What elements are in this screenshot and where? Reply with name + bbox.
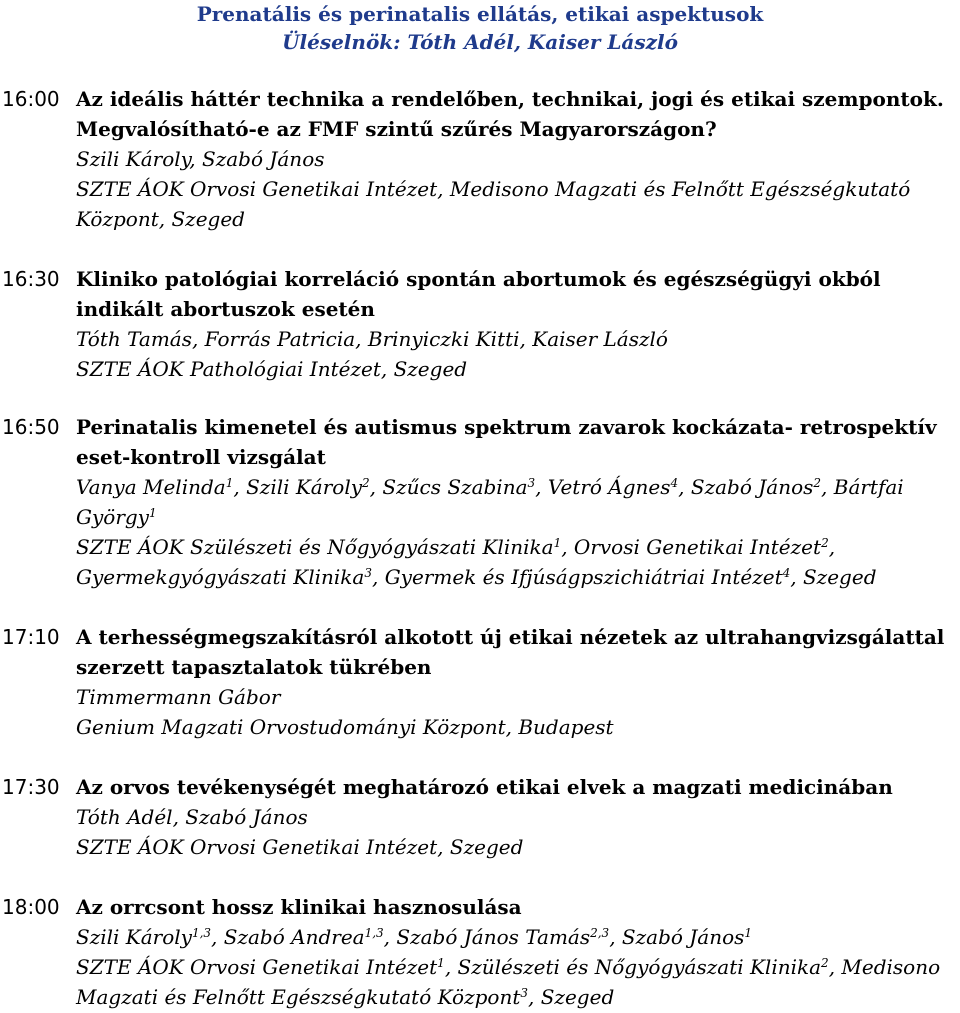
affiliation-name: , Medisono Magzati és Felnőtt Egészségkutató Központ — [76, 955, 941, 1009]
author-affiliation-index: 2 — [813, 476, 822, 490]
affiliation-name: SZTE ÁOK Orvosi Genetikai Intézet — [76, 955, 438, 979]
item-title: Az orvos tevékenységét meghatározó etikai elvek a magzati medicinában — [76, 775, 893, 799]
author-name: , Vetró Ágnes — [535, 475, 671, 499]
affiliation-index: 3 — [520, 986, 529, 1000]
program-header — [0, 0, 960, 56]
item-title: Perinatalis kimenetel és autismus spektrum zavarok kockázata- retrospektív eset-kontroll vizsgálat — [76, 415, 937, 469]
item-title: Az ideális háttér technika a rendelőben, technikai, jogi és etikai szempontok. Megvalósítható-e az FMF szintű szűrés Magyarországon? — [76, 87, 944, 141]
item-authors: Tóth Adél, Szabó János — [76, 805, 308, 829]
item-content — [76, 772, 958, 862]
item-content — [76, 892, 958, 1012]
item-authors: Timmermann Gábor — [76, 685, 281, 709]
item-content — [76, 412, 958, 592]
item-authors: Tóth Tamás, Forrás Patricia, Brinyiczki Kitti, Kaiser László — [76, 327, 668, 351]
author-name: , Szabó János — [609, 925, 745, 949]
affiliation-name: SZTE ÁOK Szülészeti és Nőgyógyászati Klinika — [76, 535, 554, 559]
item-time: 16:00 — [2, 87, 60, 111]
author-name: , Szűcs Szabina — [369, 475, 528, 499]
author-affiliation-index: 1,3 — [191, 926, 212, 940]
item-time: 16:30 — [2, 267, 60, 291]
author-name: , Szili Károly — [233, 475, 363, 499]
author-affiliation-index: 1 — [225, 476, 234, 490]
affiliation-name: , Orvosi Genetikai Intézet — [561, 535, 822, 559]
item-time: 16:50 — [2, 415, 60, 439]
affiliation-name: , Szülészeti és Nőgyógyászati Klinika — [444, 955, 822, 979]
author-affiliation-index: 3 — [527, 476, 536, 490]
item-title: A terhességmegszakításról alkotott új etikai nézetek az ultrahangvizsgálattal szerzett tapasztalatok tükrében — [76, 625, 945, 679]
item-title: Kliniko patológiai korreláció spontán abortumok és egészségügyi okból indikált abortuszok esetén — [76, 267, 881, 321]
item-content — [76, 84, 958, 234]
item-time: 17:30 — [2, 775, 60, 799]
author-affiliation-index: 2 — [362, 476, 370, 490]
item-authors — [76, 922, 958, 952]
section-title: Prenatális és perinatalis ellátás, etikai aspektusok — [196, 2, 764, 26]
author-affiliation-index: 1,3 — [364, 926, 384, 940]
affiliation-name: , Gyermek és Ifjúságpszichiátriai Intézet — [371, 565, 783, 589]
session-chairs: Üléselnök: Tóth Adél, Kaiser László — [282, 30, 678, 54]
author-name: , Bártfai György — [76, 475, 904, 529]
item-affiliation — [76, 532, 958, 592]
item-affiliation: SZTE ÁOK Orvosi Genetikai Intézet, Szeged — [76, 835, 524, 859]
item-time: 17:10 — [2, 625, 60, 649]
item-affiliation — [76, 952, 958, 1012]
author-name: , Szabó Andrea — [211, 925, 365, 949]
author-affiliation-index: 2,3 — [590, 926, 610, 940]
affiliation-city: , Szeged — [528, 985, 615, 1009]
affiliation-name: , Gyermekgyógyászati Klinika — [76, 535, 836, 589]
affiliation-city: , Szeged — [790, 565, 877, 589]
item-authors: Szili Károly, Szabó János — [76, 147, 325, 171]
author-affiliation-index: 4 — [670, 476, 679, 490]
affiliation-index: 2 — [821, 956, 829, 970]
affiliation-index: 1 — [437, 956, 445, 970]
affiliation-index: 1 — [553, 536, 562, 550]
author-name: Vanya Melinda — [76, 475, 226, 499]
author-name: , Szabó János — [678, 475, 814, 499]
affiliation-index: 2 — [821, 536, 829, 550]
affiliation-index: 3 — [364, 566, 372, 580]
item-content — [76, 264, 958, 384]
item-affiliation: Genium Magzati Orvostudományi Központ, Budapest — [76, 715, 614, 739]
author-name: Szili Károly — [76, 925, 192, 949]
affiliation-index: 4 — [782, 566, 791, 580]
item-affiliation: SZTE ÁOK Orvosi Genetikai Intézet, Medisono Magzati és Felnőtt Egészségkutató Központ, Szeged — [76, 177, 911, 231]
item-time: 18:00 — [2, 895, 60, 919]
author-affiliation-index: 1 — [148, 506, 157, 520]
item-title: Az orrcsont hossz klinikai hasznosulása — [76, 895, 522, 919]
item-affiliation: SZTE ÁOK Pathológiai Intézet, Szeged — [76, 357, 468, 381]
author-affiliation-index: 1 — [744, 926, 753, 940]
item-content — [76, 622, 958, 742]
author-name: , Szabó János Tamás — [383, 925, 591, 949]
item-authors — [76, 472, 958, 532]
